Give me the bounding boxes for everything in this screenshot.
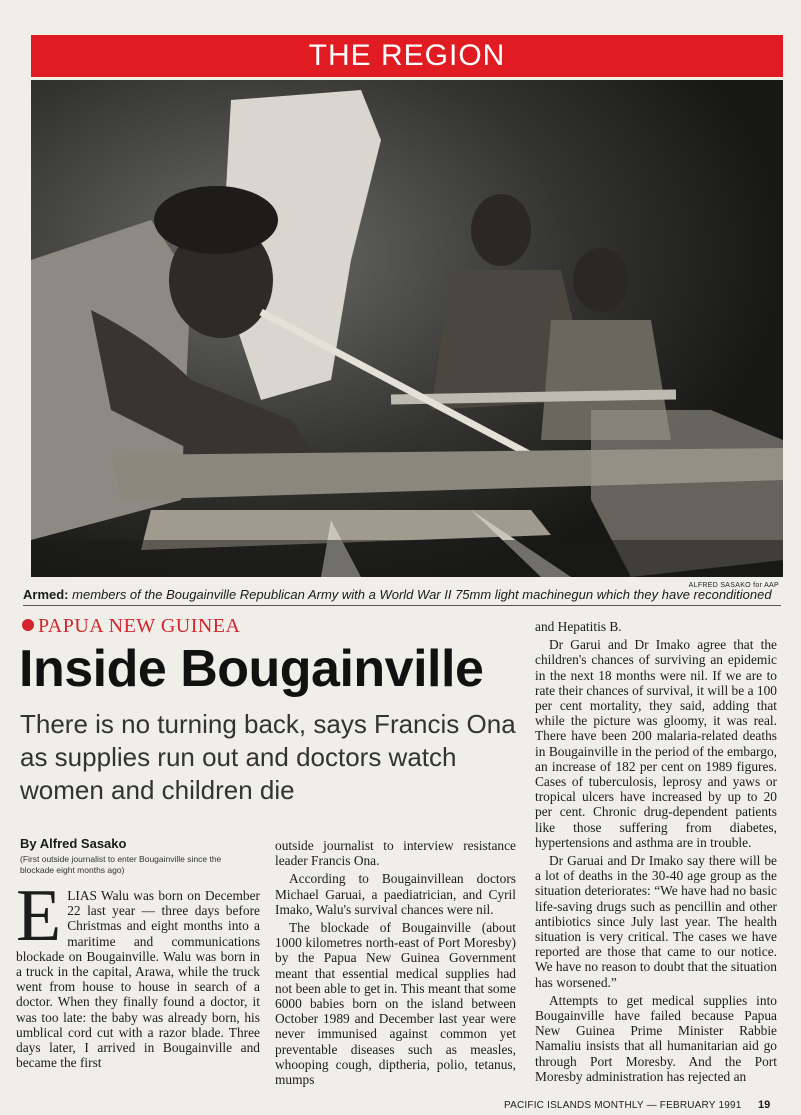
paragraph: The blockade of Bougainville (about 1000 kilometres north-east of Port Moresby) by the Papua New Guinea Government meant that essential medical supplies had not been able to get in. This meant that some 6000 babies born on the island between October 1989 and December last year were never immunised against common yet preventable diseases such as measles, whooping cough, diptheria, polio, tetanus, mumps bbox=[275, 920, 516, 1088]
caption-text: members of the Bougainville Republican Army with a World War II 75mm light machinegun which they have reconditioned bbox=[72, 587, 772, 602]
article-column-1 bbox=[16, 875, 260, 1071]
byline-note: (First outside journalist to enter Bougainville since the blockade eight months ago) bbox=[20, 854, 222, 875]
caption-label: Armed: bbox=[23, 587, 69, 602]
paragraph: Dr Garuai and Dr Imako say there will be a lot of deaths in the 30-40 age group as the situation deteriorates: “We have had no basic life-saving drugs such as pencillin and other antibiotics since July last year. The health situation is very critical. The cases we have reported are those that came to our notice. We have no reason to doubt that the situation has worsened.” bbox=[535, 853, 777, 990]
article-headline: Inside Bougainville bbox=[19, 640, 484, 698]
caption-divider bbox=[23, 605, 781, 606]
section-banner: THE REGION bbox=[31, 35, 783, 77]
article-photo bbox=[31, 80, 783, 577]
paragraph: Dr Garui and Dr Imako agree that the children's chances of surviving an epidemic in the next 18 months were nil. If we are to rate their chances of survival, it will be a 100 per cent mortality, they said, adding that while the picture was gloomy, it was real. There have been 200 malaria-related deaths in Bougainville in the period of the embargo, an increase of 182 per cent on 1989 figures. Cases of tuberculosis, leprosy and yaws or tropical ulcers have increased by up to 20 per cent. Chronic drug-dependent patients like those suffering from diabetes, hypertensions and asthma are in trouble. bbox=[535, 637, 777, 850]
page-number: 19 bbox=[758, 1099, 771, 1111]
paragraph: According to Bougainvillean doctors Michael Garuai, a paediatrician, and Cyril Imako, Walu's survival chances were nil. bbox=[275, 871, 516, 917]
article-deck: There is no turning back, says Francis Ona as supplies run out and doctors watch women and children die bbox=[20, 709, 516, 805]
bullet-dot-icon bbox=[22, 619, 34, 631]
paragraph: LIAS Walu was born on December 22 last year — three days before Christmas and eight months into a maritime and communications blockade on Bougainville. Walu was born in a truck in the capital, Arawa, while the truck went from house to house in search of a doctor. When they finally found a doctor, it was too late: the baby was already born, his umblical cord cut with a razor blade. Three days later, I arrived in Bougainville and became the first bbox=[16, 888, 260, 1071]
article-column-2 bbox=[275, 838, 516, 1087]
kicker-text: PAPUA NEW GUINEA bbox=[38, 615, 241, 637]
article-byline: By Alfred Sasako bbox=[20, 836, 127, 851]
drop-cap: E bbox=[16, 875, 62, 957]
photo-caption bbox=[23, 587, 785, 603]
article-column-3 bbox=[535, 619, 777, 1084]
article-kicker bbox=[22, 615, 240, 638]
photo-credit: ALFRED SASAKO for AAP bbox=[688, 582, 779, 589]
paragraph: outside journalist to interview resistance leader Francis Ona. bbox=[275, 838, 516, 869]
paragraph: and Hepatitis B. bbox=[535, 619, 622, 634]
paragraph: Attempts to get medical supplies into Bougainville have failed because Papua New Guinea Prime Minister Rabbie Namaliu insists that all humanitarian aid go through Port Moresby. And the Port Moresby administration has rejected an bbox=[535, 992, 777, 1084]
photo-illustration bbox=[31, 80, 783, 577]
page-footer: PACIFIC ISLANDS MONTHLY — FEBRUARY 1991 bbox=[504, 1100, 742, 1111]
